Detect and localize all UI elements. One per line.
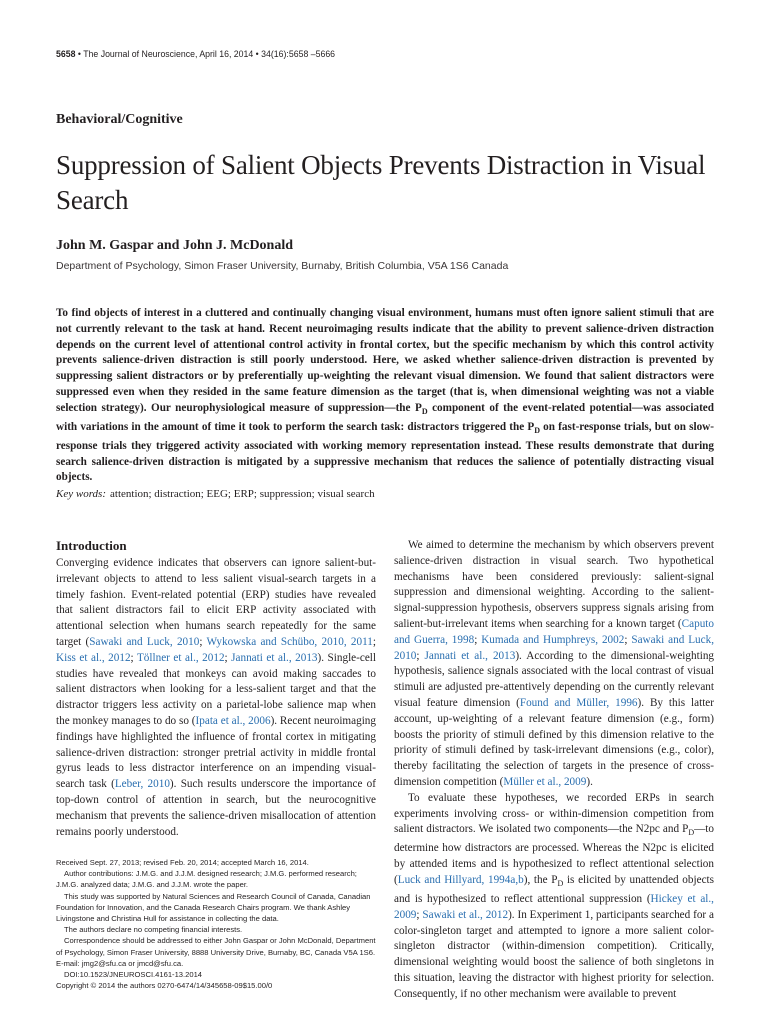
intro-paragraph: Converging evidence indicates that observers can ignore salient-but-irrelevant objects to attend to less salient visual-search targets in a timely fashion. Event-related potential (ERP) studies have revealed that salient distractors fail to elicit ERP activity associated with attentional selection when humans search repeatedly for the same target (Sawaki and Luck, 2010; Wykowska and Schübo, 2010, 2011; Kiss et al., 2012; Töllner et al., 2012; Jannati et al., 2013). Single-cell studies have revealed that monkeys can avoid making saccades to salient distractors when looking for a less-salient target and that the distractor triggers less activity on a parietal-lobe salience map when the monkey manages to do so (Ipata et al., 2006). Recent neuroimaging findings have highlighted the influence of frontal cortex in mitigating salience-driven distraction: stronger pretrial activity in middle frontal gyrus leads to less distractor interference on an impending visual-search task (Leber, 2010). Such results underscore the importance of top-down control of attention in search, but the neurocognitive mechanism that prevents the salience-driven misallocation of attention remains poorly understood.: [56, 557, 377, 838]
citation-link[interactable]: Müller et al., 2009: [503, 775, 587, 788]
footnote-correspondence: Correspondence should be addressed to either John Gaspar or John McDonald, Department of Psychology, Simon Fraser University, 8888 University Drive, Burnaby, BC, Canada V5A 1S6. E-mail: jmg2@sfu.ca or jmcd@sfu.ca.: [56, 936, 376, 968]
footnote-support: This study was supported by Natural Sciences and Research Council of Canada, Canadian Foundation for Innovation, and the Canada Research Chairs program. We thank Ashley Livingstone and Christina Hull for assistance in collecting the data.: [56, 891, 371, 924]
citation-link[interactable]: Caputo and Guerra, 1998: [394, 617, 714, 646]
footnote-copyright: Copyright © 2014 the authors 0270-6474/14/345658-09$15.00/0: [56, 981, 273, 991]
keywords-label: Key words:: [56, 488, 107, 500]
footnote-competing: The authors declare no competing financial interests.: [64, 925, 243, 935]
section-label: Behavioral/Cognitive: [56, 112, 183, 127]
citation-link[interactable]: Sawaki et al., 2012: [422, 908, 509, 921]
citation-link[interactable]: Ipata et al., 2006: [195, 714, 271, 727]
running-head: [56, 49, 335, 60]
citation-link[interactable]: Töllner et al., 2012: [136, 651, 225, 664]
body-paragraph: We aimed to determine the mechanism by which observers prevent salience-driven distraction in visual search. Two hypothetical mechanisms have been considered previously: salient-signal suppression and dimensional weighting. According to the salient-signal-suppression hypothesis, observers suppress signals arising from salient-but-irrelevant items when searching for a known target (Caputo and Guerra, 1998; Kumada and Humphreys, 2002; Sawaki and Luck, 2010; Jannati et al., 2013). According to the dimensional-weighting hypothesis, salience signals associated with the local contrast of visual stimuli are adjusted pre-attentively depending on the currently relevant visual feature dimension (Found and Müller, 1996). By this latter account, up-weighting of a relevant feature dimension (e.g., form) boosts the priority of stimuli defined by this dimension relative to the priority of stimuli defined by task-irrelevant dimensions (e.g., color), thereby facilitating the selection of targets in the presence of cross-dimension competition (Müller et al., 2009).: [394, 539, 715, 788]
citation-link[interactable]: Jannati et al., 2013: [231, 651, 318, 664]
citation-link[interactable]: Sawaki and Luck, 2010: [394, 633, 715, 662]
affiliation: Department of Psychology, Simon Fraser University, Burnaby, British Columbia, V5A 1S6 Canada: [56, 260, 509, 272]
footnote-doi: DOI:10.1523/JNEUROSCI.4161-13.2014: [64, 970, 203, 980]
body-paragraph: To evaluate these hypotheses, we recorded ERPs in search experiments involving cross- or within-dimension competition from salient distractors. We isolated two components—the N2pc and $P_D—to$ determine how distractors are processed. Whereas the N2pc is elicited by attended items and is hypothesized to reflect attentional selection (Luck and Hillyard, 1994a,b), the $P_D$ is elicited by unattended objects and is hypothesized to reflect attentional suppression (Hickey et al., 2009; Sawaki et al., 2012). In Experiment 1, participants searched for a color-singleton target and attempted to ignore a more salient color-singleton distractor (within-dimension competition). Critically, dimensional weighting would boost the salience of both singletons in this situation, leaving the distractor with highest priority for selection. Consequently, if no other mechanism were available to prevent: [394, 791, 714, 1000]
journal-citation: • The Journal of Neuroscience, April 16, 2014 • 34(16):5658 –5666: [75, 49, 336, 60]
footnote-contributions: Author contributions: J.M.G. and J.J.M. designed research; J.M.G. performed research; J.M.G. analyzed data; J.M.G. and J.J.M. wrote the paper.: [56, 869, 357, 890]
citation-link[interactable]: Kiss et al., 2012: [56, 651, 131, 664]
article-title: Suppression of Salient Objects Prevents Distraction in Visual Search: [56, 150, 706, 215]
citation-link[interactable]: Leber, 2010: [114, 778, 170, 791]
footnote-received: Received Sept. 27, 2013; revised Feb. 20, 2014; accepted March 16, 2014.: [56, 858, 309, 867]
abstract: To find objects of interest in a cluttered and continually changing visual environment, humans must often ignore salient stimuli that are not currently relevant to the task at hand. Recent neuroimaging results indicate that the ability to prevent salience-driven distraction depends on the current level of attentional control activity in frontal cortex, but the specific mechanism by which this control activity prevents salience-driven distraction is still poorly understood. Here, we asked whether salience-driven distraction is prevented by suppressing salient distractors or by preferentially up-weighting the relevant visual dimension. We found that salient distractors were suppressed even when they resided in the same feature dimension as the target (that is, when dimensional weighting was not a viable selection strategy). Our neurophysiological measure of suppression—the $P_D$ component of the event-related potential—was associated with variations in the amount of time it took to perform the search task: distractors triggered the $P_D$ on fast-response trials, but on slow-response trials they triggered activity associated with working memory representation instead. These results demonstrate that during search salience-driven distraction is mitigated by a suppressive mechanism that reduces the salience of potentially distracting visual objects.: [56, 307, 714, 484]
citation-link[interactable]: Hickey et al., 2009: [394, 893, 714, 921]
citation-link[interactable]: Found and Müller, 1996: [519, 696, 638, 709]
right-column: [394, 538, 714, 1003]
citation-link[interactable]: Jannati et al., 2013: [424, 649, 516, 662]
keywords: [56, 488, 375, 500]
authors: John M. Gaspar and John J. McDonald: [56, 238, 294, 253]
page-number: 5658: [56, 49, 76, 60]
left-column: [56, 538, 376, 840]
keywords-text: attention; distraction; EEG; ERP; suppression; visual search: [110, 488, 375, 500]
citation-link[interactable]: Sawaki and Luck, 2010: [89, 635, 200, 648]
citation-link[interactable]: Luck and Hillyard, 1994a,b: [397, 873, 524, 886]
footnotes: [56, 857, 376, 991]
citation-link[interactable]: Wykowska and Schübo, 2010, 2011: [206, 635, 373, 648]
citation-link[interactable]: Kumada and Humphreys, 2002: [481, 633, 625, 646]
introduction-heading: Introduction: [56, 538, 127, 553]
